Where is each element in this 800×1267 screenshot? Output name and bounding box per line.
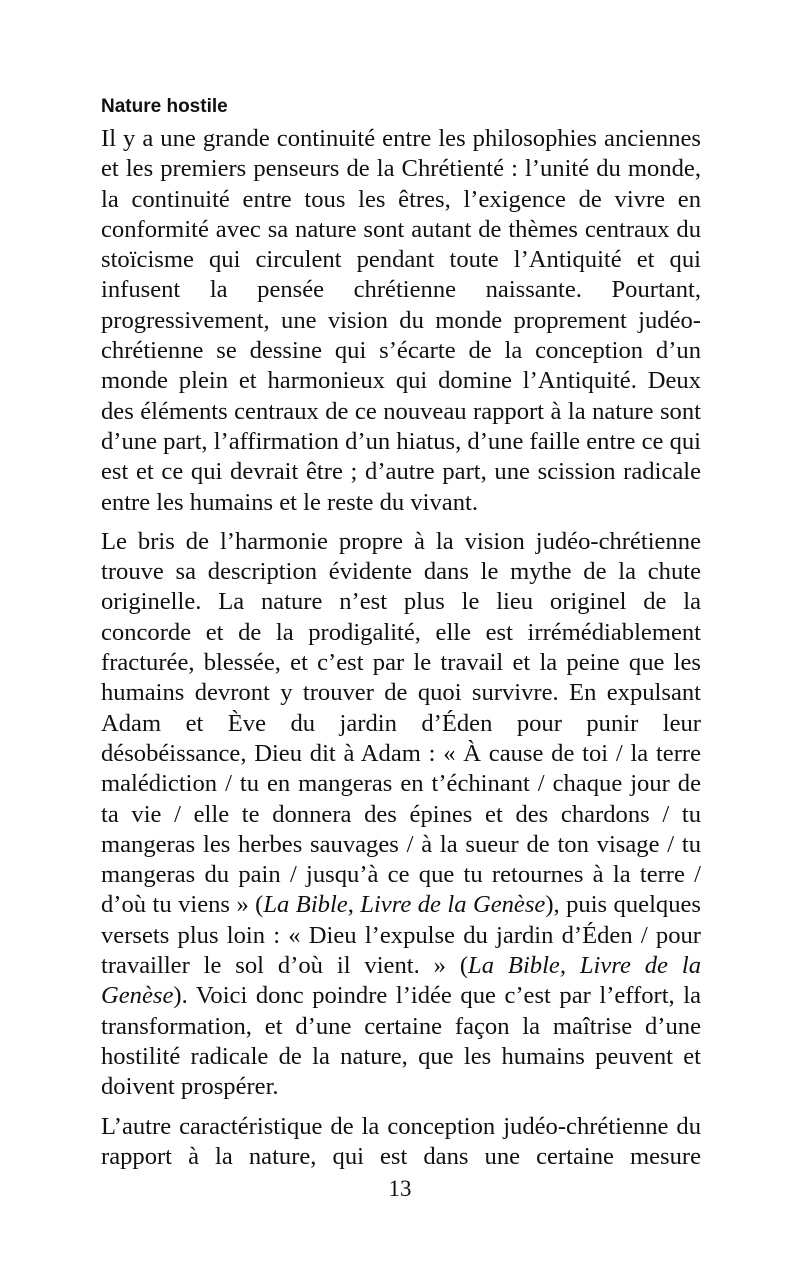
paragraph-3 <box>101 1112 701 1173</box>
text-run: , <box>347 891 361 919</box>
text-run: L’autre caractéristique de la conception judéo-chrétienne du rapport à la nature, qui est dans une certaine mesure <box>101 1112 701 1170</box>
text-run: Le bris de l’harmonie propre à la vision judéo-chrétienne trouve sa description évidente dans le mythe de la chute originelle. La nature n’est plus le lieu originel de la concorde et de la prodigalité, elle est irrémédiablement fracturée, blessée, et c’est par le travail et la peine que les humains devront y trouver de quoi survivre. En expulsant Adam et Ève du jardin d’Éden pour punir leur désobéissance, Dieu dit à Adam : « À cause de toi / la terre malédiction / tu en mangeras en t’échinant / chaque jour de ta vie / elle te donnera des épines et des chardons / tu mangeras les herbes sauvages / à la sueur de ton visage / tu mangeras du pain / jusqu’à ce que tu retournes à la terre / d’où tu viens » ( <box>101 527 701 919</box>
text-run: ). Voici donc poindre l’idée que c’est par l’effort, la transformation, et d’une certaine façon la maîtrise d’une hostilité radicale de la nature, que les humains peuvent et doivent prospérer. <box>101 982 701 1101</box>
italic-citation: La Bible <box>263 891 348 919</box>
page-body <box>101 94 701 1181</box>
text-run: Il y a une grande continuité entre les philosophies anciennes et les premiers penseurs de la Chrétienté : l’unité du monde, la continuité entre tous les êtres, l’exigence de vivre en conformité avec sa nature sont autant de thèmes centraux du stoïcisme qui circulent pendant toute l’Antiquité et qui infusent la pensée chrétienne naissante. Pourtant, progressivement, une vision du monde proprement judéo-chrétienne se dessine qui s’écarte de la conception d’un monde plein et harmonieux qui domine l’Antiquité. Deux des éléments centraux de ce nouveau rapport à la nature sont d’une part, l’affirmation d’un hiatus, d’une faille entre ce qui est et ce qui devrait être ; d’autre part, une scission radicale entre les humains et le reste du vivant. <box>101 125 701 516</box>
paragraph-1 <box>101 124 701 518</box>
page-number: 13 <box>388 1176 412 1201</box>
text-run: ), puis quelques versets plus loin : « Dieu l’expulse du jardin d’Éden / pour travailler le sol d’où il vient. » ( <box>101 891 701 980</box>
italic-citation: Livre de la Genèse <box>360 891 546 919</box>
italic-citation: La Bible, Livre de la Genèse <box>101 952 701 1010</box>
paragraph-2 <box>101 527 701 1103</box>
section-heading: Nature hostile <box>101 96 228 117</box>
